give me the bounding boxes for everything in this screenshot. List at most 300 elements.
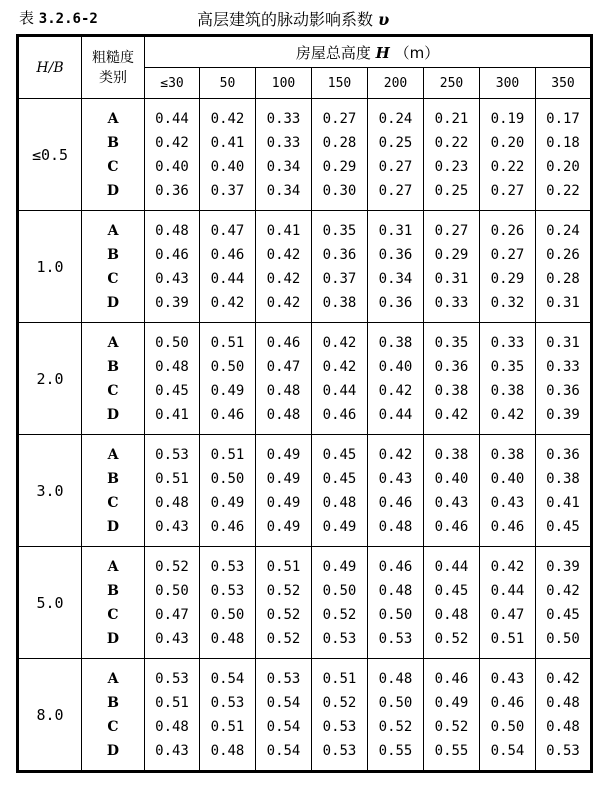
coefficient-value: 0.46 [210,246,245,263]
coefficient-value: 0.25 [434,182,469,199]
coefficient-value: 0.31 [546,294,580,311]
hb-group-row [18,99,592,211]
coefficient-value: 0.37 [322,270,357,287]
coefficient-value: 0.50 [210,606,245,623]
coefficient-value: 0.38 [378,334,413,351]
coefficient-value: 0.51 [155,470,189,487]
coefficient-value: 0.22 [546,182,580,199]
roughness-category-label: A [107,670,119,687]
coefficient-value: 0.46 [210,406,245,423]
coefficient-value: 0.48 [266,382,301,399]
height-column-header: 150 [312,68,368,99]
coefficient-value: 0.48 [155,718,189,735]
coefficient-value: 0.17 [546,110,580,127]
coefficient-value: 0.35 [434,334,469,351]
coefficient-cell [424,99,480,211]
roughness-category-label: B [107,358,119,375]
coefficient-cell [145,323,200,435]
height-column-header: 300 [480,68,536,99]
coefficient-value: 0.34 [266,182,301,199]
coefficient-value: 0.53 [155,446,189,463]
coefficient-value: 0.51 [322,670,357,687]
coefficient-value: 0.30 [322,182,357,199]
coefficient-value: 0.24 [546,222,580,239]
coefficient-value: 0.39 [546,558,580,575]
coefficient-value: 0.52 [266,582,301,599]
coefficient-cell [200,323,256,435]
coefficient-value: 0.38 [322,294,357,311]
height-column-header: 250 [424,68,480,99]
hb-value-cell: 2.0 [18,323,82,435]
roughness-category-label: C [107,606,119,623]
coefficient-cell [256,547,312,659]
coefficient-value: 0.32 [490,294,525,311]
coefficient-value: 0.52 [322,606,357,623]
coefficient-value: 0.42 [210,294,245,311]
coefficient-value: 0.45 [155,382,189,399]
coefficient-cell [312,99,368,211]
coefficient-value: 0.40 [155,158,189,175]
coefficient-value: 0.38 [434,382,469,399]
coefficient-value: 0.53 [322,742,357,759]
coefficient-cell [424,323,480,435]
coefficient-cell [145,211,200,323]
coefficient-value: 0.50 [378,694,413,711]
coefficient-value: 0.50 [155,334,189,351]
coefficient-value: 0.28 [546,270,580,287]
coefficient-value: 0.42 [322,358,357,375]
roughness-category-label: C [107,270,119,287]
coefficient-value: 0.49 [322,518,357,535]
height-column-header: 50 [200,68,256,99]
hb-value-cell: 8.0 [18,659,82,772]
coefficient-value: 0.53 [266,670,301,687]
roughness-header [82,36,145,99]
coefficient-cell [536,435,592,547]
coefficient-value: 0.39 [546,406,580,423]
roughness-category-label: B [107,470,119,487]
coefficient-value: 0.33 [490,334,525,351]
table-number [19,7,98,28]
coefficient-value: 0.52 [322,694,357,711]
coefficient-value: 0.27 [490,182,525,199]
coefficient-value: 0.29 [490,270,525,287]
hb-group-row [18,211,592,323]
coefficient-cell [145,435,200,547]
roughness-header-line2: 类别 [99,69,127,86]
coefficient-value: 0.42 [210,110,245,127]
coefficient-value: 0.42 [266,270,301,287]
coefficient-value: 0.34 [378,270,413,287]
coefficient-value: 0.53 [210,582,245,599]
coefficient-value: 0.31 [434,270,469,287]
roughness-category-label: D [106,406,120,423]
coefficient-value: 0.55 [378,742,413,759]
roughness-category-cell [82,435,145,547]
coefficient-cell [424,435,480,547]
coefficient-value: 0.33 [434,294,469,311]
coefficient-cell [536,211,592,323]
coefficient-cell [536,659,592,772]
coefficient-value: 0.42 [378,382,413,399]
coefficient-value: 0.20 [546,158,580,175]
height-header-label: 房屋总高度 [295,43,371,62]
coefficient-value: 0.43 [155,518,189,535]
coefficient-cell [256,659,312,772]
coefficient-value: 0.44 [322,382,357,399]
roughness-category-label: C [107,158,119,175]
coefficient-value: 0.51 [155,694,189,711]
coefficient-value: 0.47 [155,606,189,623]
coefficient-value: 0.53 [378,630,413,647]
coefficient-value: 0.42 [490,558,525,575]
coefficient-value: 0.34 [266,158,301,175]
hb-group-row [18,547,592,659]
hb-group-row [18,435,592,547]
coefficient-value: 0.48 [155,358,189,375]
coefficient-cell [368,435,424,547]
hb-value-cell: 3.0 [18,435,82,547]
coefficient-value: 0.40 [490,470,525,487]
coefficient-value: 0.52 [155,558,189,575]
coefficient-value: 0.50 [210,470,245,487]
coefficient-cell [145,99,200,211]
coefficient-value: 0.27 [378,158,413,175]
roughness-category-label: A [107,446,119,463]
coefficient-value: 0.43 [490,670,525,687]
coefficient-value: 0.42 [546,582,580,599]
table-title [197,7,389,30]
coefficient-value: 0.54 [266,742,301,759]
coefficient-value: 0.46 [210,518,245,535]
coefficient-value: 0.49 [322,558,357,575]
roughness-category-label: A [107,334,119,351]
coefficient-value: 0.47 [210,222,245,239]
header-row-1 [18,36,592,68]
coefficient-cell [200,211,256,323]
height-column-header: 200 [368,68,424,99]
coefficient-value: 0.42 [434,406,469,423]
coefficient-value: 0.49 [210,494,245,511]
coefficient-value: 0.20 [490,134,525,151]
coefficient-value: 0.51 [210,446,245,463]
coefficient-value: 0.46 [490,518,525,535]
roughness-header-line1: 粗糙度 [92,49,134,66]
coefficient-value: 0.41 [546,494,580,511]
coefficient-value: 0.42 [322,334,357,351]
coefficient-value: 0.36 [322,246,357,263]
coefficient-value: 0.36 [378,246,413,263]
coefficient-value: 0.40 [434,470,469,487]
coefficient-value: 0.46 [155,246,189,263]
hb-value-cell: ≤0.5 [18,99,82,211]
coefficient-value: 0.48 [322,494,357,511]
coefficient-value: 0.50 [210,358,245,375]
height-column-header: 350 [536,68,592,99]
coefficient-value: 0.38 [546,470,580,487]
coefficient-value: 0.52 [378,718,413,735]
coefficient-value: 0.41 [210,134,245,151]
coefficient-cell [480,547,536,659]
table-prefix: 表 [19,9,35,27]
coefficient-value: 0.43 [155,270,189,287]
coefficient-value: 0.21 [434,110,469,127]
coefficient-value: 0.42 [490,406,525,423]
coefficient-value: 0.44 [155,110,189,127]
coefficient-value: 0.53 [546,742,580,759]
coefficient-value: 0.42 [266,294,301,311]
coefficient-cell [536,99,592,211]
table-body [18,99,592,772]
coefficient-value: 0.39 [155,294,189,311]
coefficient-cell [368,323,424,435]
coefficient-cell [312,435,368,547]
coefficient-value: 0.45 [322,446,357,463]
coefficient-value: 0.52 [434,630,469,647]
coefficient-value: 0.43 [155,630,189,647]
coefficient-cell [480,435,536,547]
coefficient-value: 0.49 [266,494,301,511]
coefficient-value: 0.36 [546,446,580,463]
coefficient-cell [200,547,256,659]
coefficient-value: 0.44 [210,270,245,287]
coefficient-cell [200,659,256,772]
coefficient-value: 0.54 [266,694,301,711]
roughness-category-label: D [106,742,120,759]
coefficient-value: 0.54 [210,670,245,687]
table-number-value: 3.2.6-2 [38,11,98,27]
coefficient-value: 0.53 [322,718,357,735]
table-caption [19,4,589,28]
roughness-category-label: B [107,694,119,711]
coefficient-cell [424,659,480,772]
coefficient-value: 0.45 [434,582,469,599]
coefficient-value: 0.51 [490,630,525,647]
roughness-category-label: B [107,134,119,151]
coefficient-value: 0.37 [210,182,245,199]
coefficient-value: 0.48 [378,582,413,599]
coefficient-value: 0.48 [546,718,580,735]
coefficient-cell [368,211,424,323]
coefficient-cell [424,211,480,323]
coefficient-value: 0.44 [434,558,469,575]
coefficient-value: 0.51 [266,558,301,575]
coefficient-value: 0.31 [546,334,580,351]
coefficient-value: 0.26 [490,222,525,239]
coefficient-value: 0.51 [210,334,245,351]
height-header [145,36,592,68]
hb-header: H/B [18,36,82,99]
coefficient-cell [145,659,200,772]
coefficient-cell [480,211,536,323]
coefficient-value: 0.41 [266,222,301,239]
coefficient-value: 0.45 [546,518,580,535]
coefficient-cell [480,99,536,211]
roughness-category-cell [82,659,145,772]
coefficient-value: 0.26 [546,246,580,263]
coefficient-value: 0.49 [266,470,301,487]
coefficient-cell [368,99,424,211]
coefficient-cell [312,211,368,323]
coefficient-value: 0.41 [155,406,189,423]
hb-group-row [18,659,592,772]
coefficient-value: 0.45 [546,606,580,623]
roughness-category-label: A [107,222,119,239]
hb-value-cell: 1.0 [18,211,82,323]
coefficient-value: 0.46 [434,670,469,687]
coefficient-value: 0.19 [490,110,525,127]
coefficient-value: 0.42 [546,670,580,687]
coefficient-value: 0.48 [266,406,301,423]
coefficient-value: 0.40 [210,158,245,175]
roughness-category-label: B [107,582,119,599]
roughness-category-cell [82,323,145,435]
coefficient-cell [368,547,424,659]
coefficient-value: 0.43 [378,470,413,487]
coefficient-value: 0.48 [210,742,245,759]
height-column-header: ≤30 [145,68,200,99]
coefficient-value: 0.50 [378,606,413,623]
coefficient-value: 0.27 [378,182,413,199]
coefficient-value: 0.43 [434,494,469,511]
coefficient-value: 0.24 [378,110,413,127]
coefficient-cell [536,323,592,435]
coefficient-value: 0.28 [322,134,357,151]
coefficient-value: 0.47 [490,606,525,623]
coefficient-value: 0.48 [378,670,413,687]
coefficient-value: 0.48 [155,494,189,511]
coefficient-value: 0.51 [210,718,245,735]
hb-value-cell: 5.0 [18,547,82,659]
coefficient-cell [312,659,368,772]
coefficient-cell [145,547,200,659]
coefficient-value: 0.53 [210,558,245,575]
coefficient-value: 0.44 [378,406,413,423]
coefficient-value: 0.52 [434,718,469,735]
coefficient-value: 0.31 [378,222,413,239]
coefficient-value: 0.46 [434,518,469,535]
roughness-category-cell [82,547,145,659]
coefficient-value: 0.46 [378,494,413,511]
coefficient-cell [368,659,424,772]
coefficient-value: 0.53 [155,670,189,687]
coefficient-value: 0.53 [210,694,245,711]
coefficient-value: 0.48 [378,518,413,535]
coefficient-value: 0.47 [266,358,301,375]
coefficient-value: 0.36 [378,294,413,311]
height-column-header: 100 [256,68,312,99]
coefficient-value: 0.50 [490,718,525,735]
coefficient-cell [256,323,312,435]
coefficient-value: 0.46 [490,694,525,711]
coefficient-value: 0.44 [490,582,525,599]
coefficient-value: 0.36 [155,182,189,199]
coefficient-cell [312,323,368,435]
coefficient-cell [312,547,368,659]
coefficient-cell [480,659,536,772]
hb-group-row [18,323,592,435]
coefficient-value: 0.49 [266,446,301,463]
coefficient-value: 0.27 [490,246,525,263]
coefficient-value: 0.33 [266,134,301,151]
coefficient-value: 0.45 [322,470,357,487]
roughness-category-label: C [107,382,119,399]
roughness-category-cell [82,211,145,323]
table-title-symbol: υ [378,10,390,29]
height-header-symbol: H [375,43,390,62]
coefficient-value: 0.29 [434,246,469,263]
roughness-category-label: B [107,246,119,263]
roughness-category-label: C [107,718,119,735]
coefficient-value: 0.42 [266,246,301,263]
coefficient-value: 0.42 [378,446,413,463]
coefficient-value: 0.40 [378,358,413,375]
coefficient-value: 0.49 [266,518,301,535]
coefficient-value: 0.50 [322,582,357,599]
coefficient-value: 0.43 [490,494,525,511]
coefficient-cell [424,547,480,659]
roughness-category-label: D [106,182,120,199]
coefficient-cell [256,99,312,211]
coefficient-value: 0.25 [378,134,413,151]
coefficient-value: 0.52 [266,606,301,623]
coefficient-cell [256,211,312,323]
coefficient-value: 0.43 [155,742,189,759]
coefficient-value: 0.27 [434,222,469,239]
coefficient-value: 0.38 [490,446,525,463]
coefficient-cell [200,435,256,547]
roughness-category-label: A [107,558,119,575]
coefficient-value: 0.55 [434,742,469,759]
coefficient-value: 0.33 [546,358,580,375]
roughness-category-cell [82,99,145,211]
coefficient-value: 0.36 [546,382,580,399]
coefficient-value: 0.35 [490,358,525,375]
coefficient-value: 0.42 [155,134,189,151]
coefficient-value: 0.22 [434,134,469,151]
coefficient-value: 0.23 [434,158,469,175]
coefficient-value: 0.27 [322,110,357,127]
coefficient-value: 0.52 [266,630,301,647]
coefficient-value: 0.36 [434,358,469,375]
coefficient-value: 0.29 [322,158,357,175]
coefficient-value: 0.38 [490,382,525,399]
coefficient-value: 0.35 [322,222,357,239]
roughness-category-label: C [107,494,119,511]
coefficient-value: 0.49 [434,694,469,711]
coefficient-value: 0.22 [490,158,525,175]
coefficient-value: 0.53 [322,630,357,647]
coefficient-value: 0.54 [266,718,301,735]
coefficient-value: 0.46 [266,334,301,351]
coefficient-value: 0.54 [490,742,525,759]
coefficient-cell [536,547,592,659]
roughness-category-label: A [107,110,119,127]
coefficient-value: 0.46 [378,558,413,575]
coefficient-value: 0.46 [322,406,357,423]
coefficient-value: 0.18 [546,134,580,151]
coefficient-value: 0.48 [155,222,189,239]
coefficient-value: 0.38 [434,446,469,463]
coefficient-value: 0.48 [434,606,469,623]
coefficient-value: 0.50 [155,582,189,599]
roughness-category-label: D [106,630,120,647]
coefficient-cell [480,323,536,435]
coefficient-value: 0.33 [266,110,301,127]
coefficient-value: 0.48 [546,694,580,711]
roughness-category-label: D [106,294,120,311]
coefficient-value: 0.49 [210,382,245,399]
